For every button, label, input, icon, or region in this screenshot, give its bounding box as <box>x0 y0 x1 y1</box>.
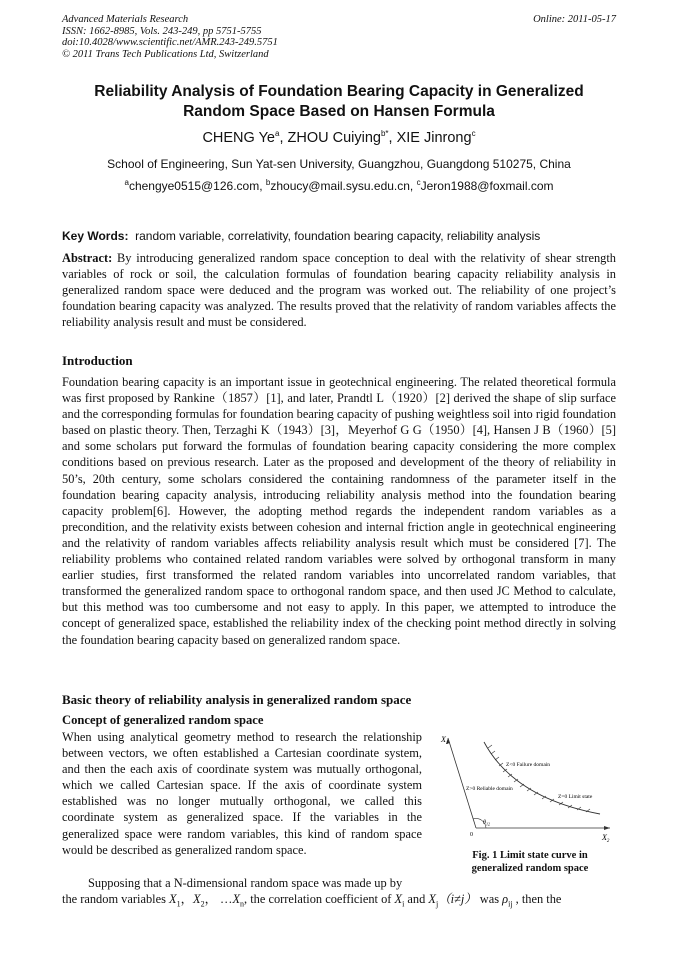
x2-label: $X_2$ <box>602 833 610 844</box>
email-link[interactable]: Jeron1988@foxmail.com <box>420 179 554 193</box>
journal-header <box>62 14 278 60</box>
keywords: Key Words: random variable, correlativity, foundation bearing capacity, reliability analysis <box>62 229 541 243</box>
journal-name: Advanced Materials Research <box>62 14 189 25</box>
x1-label: $X_1$ <box>441 735 449 746</box>
failure-domain-label: Z<0 Failure domain <box>506 762 551 768</box>
limit-state-curve <box>484 742 600 814</box>
limit-state-figure <box>440 728 618 846</box>
introduction-text: Foundation bearing capacity is an important issue in geotechnical engineering. The related theoretical formula was first proposed by Rankine（1857）[1], and later, Prandtl L（1920）[2] derived the shape of slip surface and the corresponding formulas for foundation bearing capacity of pushing weightless soil into rigid foundation based on plastic theory. Then, Terzaghi K（1943）[3]，Meyerhof G G（1950）[4], Hansen J B（1960）[5] and some scholars put forward the formulas of foundation bearing capacity considering the more complex conditions based on previous research. Later as the proposed and development of the theory of reliability in 50’s, 20th century, some scholars considered the containing randomness of the parameter itself in the foundation bearing capacity analysis, introducing reliability analysis method into the foundation bearing capacity problem[6]. However, the adopting method regards the independent random variables as a precondition, and the relativity exists between cohesion and internal friction angle in geotechnical engineering and the relativity of random variables affects reliability analysis result which must be considered [7]. The reliability problems who contained related random variables were solved by orthogonal transform in many earlier studies, first transformed the related random variables into uncorrelated random variables, that transformed the generalized random space to orthogonal random space, and then used JC Method to calculate, but this method was too cumbersome and not easy to apply. In this paper, we attempted to introduce the concept of generalized space, established the reliability index of the checking point method directly in solving the foundation bearing capacity based on generalized random space. <box>62 375 617 647</box>
section-heading-introduction: Introduction <box>62 353 133 368</box>
x1-axis <box>448 738 476 828</box>
limit-state-label: Z=0 Limit state <box>558 794 593 800</box>
angle-label: $\theta_{12}$ <box>483 820 490 827</box>
section2-p2-line2: the random variables $X_1$，$X_2$， $\dots X_n$, the correlation coefficient of $X_i$ and $X_j(i\ne j)$ was $\rho_{ij}$ , then the <box>62 892 562 909</box>
authors: CHENG Ye$^a$, ZHOU Cuiying$^{b*}$, XIE Jinrong$^c$ <box>202 129 476 146</box>
affiliation: School of Engineering, Sun Yat-sen University, Guangzhou, Guangdong 510275, China <box>107 157 571 171</box>
online-date: Online: 2011-05-17 <box>533 14 616 25</box>
section2-text: When using analytical geometry method to research the relationship between vectors, we often established a Cartesian coordinate system, and then the each axis of coordinate system was mutually orthogonal, which we called Cartesian space. If the axis of coordinate system established was no longer mutually orthogonal, we called this coordinate system as generalized space. If the variables in the generalized space were random variables, this kind of random space would be described as generalized random space. <box>62 730 422 857</box>
origin-label: 0 <box>470 832 473 838</box>
paper-title: Reliability Analysis of Foundation Bearing Capacity in Generalized Random Space Based on Hansen Formula <box>94 83 584 120</box>
emails: $^a$chengye0515@126.com, $^b$zhoucy@mail.sysu.edu.cn, $^c$Jeron1988@foxmail.com <box>124 178 554 193</box>
email-link[interactable]: zhoucy@mail.sysu.edu.cn, <box>270 179 417 193</box>
issn: ISSN: 1662-8985, Vols. 243-249, pp 5751-5755 <box>62 25 262 37</box>
x2-arrow <box>604 826 610 830</box>
section2-p2-line1: Supposing that a N-dimensional random space was made up by <box>88 876 403 890</box>
email-link[interactable]: chengye0515@126.com, <box>128 179 266 193</box>
section-heading-basic-theory: Basic theory of reliability analysis in generalized random space <box>62 692 412 707</box>
subsection-heading: Concept of generalized random space <box>62 713 264 727</box>
doi: doi:10.4028/www.scientific.net/AMR.243-249.5751 <box>62 37 278 48</box>
abstract: Abstract: By introducing generalized random space conception to deal with the relativity of shear strength variables of rock or soil, the calculation formulas of foundation bearing capacity reliability analysis in generalized random space were deduced and the program was worked out. The reliability of one project’s foundation bearing capacity was analyzed. The results proved that the relativity of random variables affects the reliability analysis result and must be considered. <box>62 251 616 330</box>
reliable-domain-label: Z>0 Reliable domain <box>466 786 513 792</box>
copyright: © 2011 Trans Tech Publications Ltd, Switzerland <box>62 48 269 60</box>
figure-caption: Fig. 1 Limit state curve in generalized random space <box>471 850 589 874</box>
curve-hatching <box>488 745 590 812</box>
